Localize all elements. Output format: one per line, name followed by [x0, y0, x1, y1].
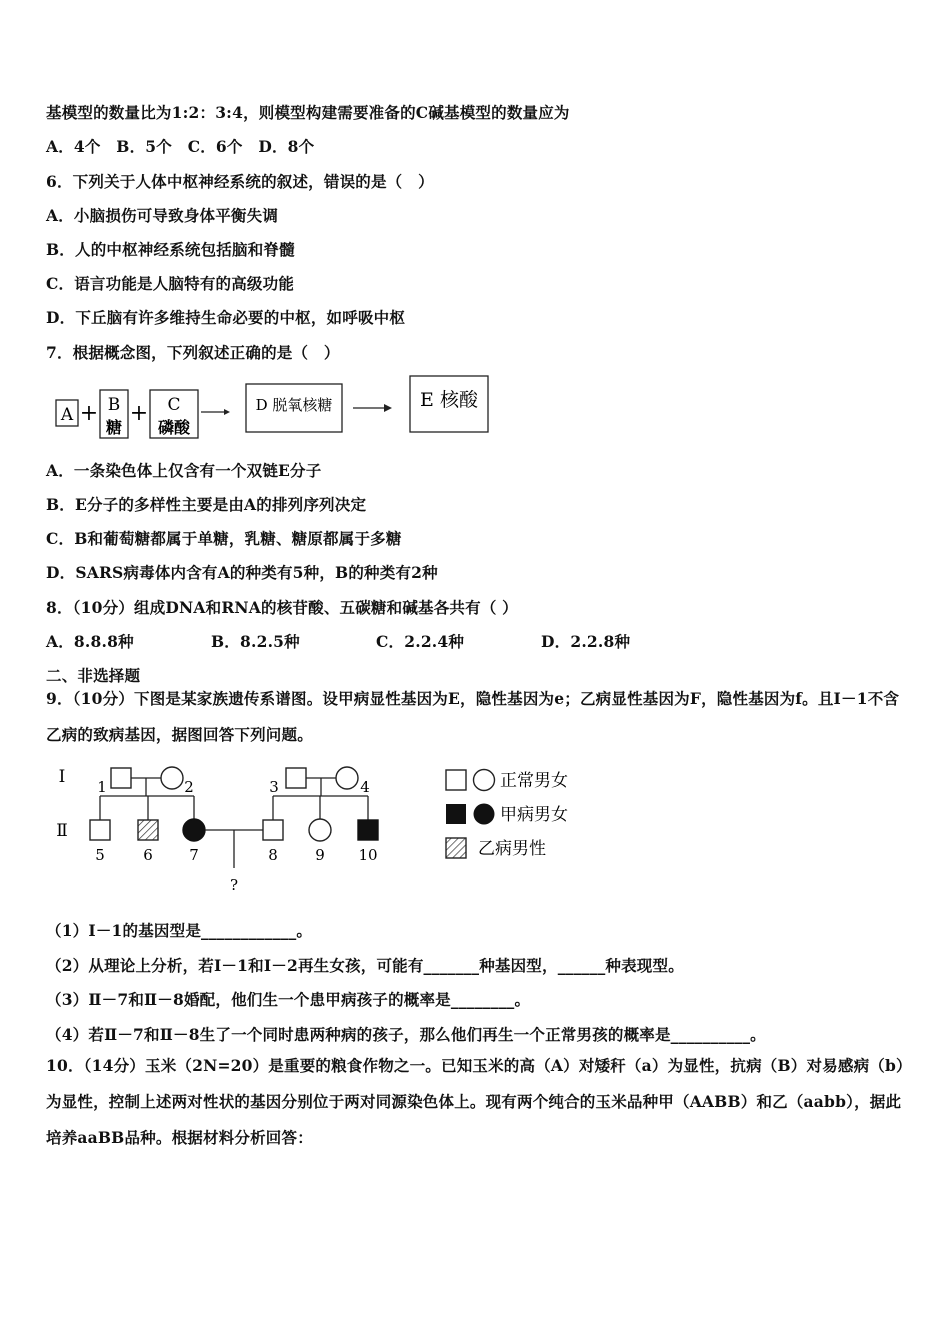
- label-5: 5: [95, 846, 105, 864]
- q6-option-a: A．小脑损伤可导致身体平衡失调: [46, 206, 279, 225]
- individual-7: [183, 819, 205, 841]
- q9-sub-2: （2）从理论上分析，若Ⅰ－1和Ⅰ－2再生女孩，可能有_______种基因型，______种表现型。: [46, 956, 684, 975]
- label-6: 6: [143, 846, 153, 864]
- label-4: 4: [360, 778, 370, 796]
- label-8: 8: [268, 846, 278, 864]
- legend-jia-female: [474, 804, 495, 825]
- q6-option-d: D．下丘脑有许多维持生命必要的中枢，如呼吸中枢: [46, 308, 406, 327]
- pedigree-chart: [50, 758, 590, 898]
- gen-1-label: Ⅰ: [58, 767, 66, 787]
- legend-normal-female: [474, 770, 495, 791]
- individual-10: [358, 820, 378, 840]
- label-3: 3: [269, 778, 279, 796]
- q9-sub-3: （3）Ⅱ－7和Ⅱ－8婚配，他们生一个患甲病孩子的概率是________。: [46, 990, 531, 1009]
- q8-option-b: B．8.2.5种: [211, 632, 300, 651]
- label-9: 9: [315, 846, 325, 864]
- q8-option-c: C．2.2.4种: [376, 632, 465, 651]
- individual-4: [336, 767, 358, 789]
- box-a-label: A: [60, 405, 74, 425]
- arrow-1-head: [224, 409, 230, 415]
- q5-options: A．4个 B．5个 C．6个 D．8个: [46, 137, 315, 156]
- legend-jia-male: [446, 804, 466, 824]
- q7-option-c: C．B和葡萄糖都属于单糖，乳糖、糖原都属于多糖: [46, 529, 402, 548]
- unknown-child: ?: [229, 876, 239, 894]
- q6-stem: 6．下列关于人体中枢神经系统的叙述，错误的是（ ）: [46, 172, 434, 191]
- individual-9: [309, 819, 331, 841]
- legend-yi-male: [446, 838, 466, 858]
- individual-1: [111, 768, 131, 788]
- q8-option-d: D．2.2.8种: [541, 632, 631, 651]
- q7-option-b: B．E分子的多样性主要是由A的排列序列决定: [46, 495, 367, 514]
- q8-options: [46, 630, 630, 652]
- q9-sub-4: （4）若Ⅱ－7和Ⅱ－8生了一个同时患两种病的孩子，那么他们再生一个正常男孩的概率是__________。: [46, 1025, 766, 1044]
- box-b-bottom: 糖: [105, 418, 123, 437]
- box-d-label: D 脱氧核糖: [255, 396, 333, 414]
- section-heading: 二、非选择题: [46, 666, 141, 685]
- q8-stem: 8．（10分）组成DNA和RNA的核苷酸、五碳糖和碱基各共有（ ）: [46, 598, 518, 617]
- gen-2-label: Ⅱ: [56, 821, 68, 841]
- q7-stem: 7．根据概念图，下列叙述正确的是（ ）: [46, 343, 340, 362]
- plus-2: +: [129, 401, 149, 426]
- q8-option-a: A．8.8.8种: [46, 632, 134, 651]
- individual-5: [90, 820, 110, 840]
- q7-option-d: D．SARS病毒体内含有A的种类有5种，B的种类有2种: [46, 563, 438, 582]
- q6-option-b: B．人的中枢神经系统包括脑和脊髓: [46, 240, 295, 259]
- legend-yi-label: 乙病男性: [478, 839, 546, 859]
- arrow-2-head: [384, 404, 392, 412]
- q7-option-a: A．一条染色体上仅含有一个双链E分子: [46, 461, 322, 480]
- box-b-top: B: [107, 395, 121, 415]
- intro-line: 基模型的数量比为1:2：3:4，则模型构建需要准备的C碱基模型的数量应为: [46, 103, 570, 122]
- legend-jia-label: 甲病男女: [500, 805, 568, 825]
- legend-normal-male: [446, 770, 466, 790]
- q6-option-c: C．语言功能是人脑特有的高级功能: [46, 274, 295, 293]
- plus-1: +: [79, 401, 99, 426]
- legend-normal-label: 正常男女: [500, 771, 568, 791]
- individual-3: [286, 768, 306, 788]
- concept-diagram: [50, 372, 500, 444]
- individual-8: [263, 820, 283, 840]
- individual-2: [161, 767, 183, 789]
- individual-6: [138, 820, 158, 840]
- label-7: 7: [189, 846, 199, 864]
- q9-sub-1: （1）Ⅰ－1的基因型是____________。: [46, 921, 313, 940]
- q10-stem: 10．（14分）玉米（2N=20）是重要的粮食作物之一。已知玉米的高（A）对矮秆（a）为显性，抗病（B）对易感病（b）为显性，控制上述两对性状的基因分别位于两对同源染色体上。现有两个纯合的玉米品种甲（AABB）和乙（aabb），据此培养aaBB品种。根据材料分析回答：: [46, 1056, 904, 1147]
- box-c-bottom: 磷酸: [157, 418, 191, 437]
- label-2: 2: [184, 778, 194, 796]
- label-1: 1: [97, 778, 107, 796]
- box-c-top: C: [167, 395, 181, 415]
- box-e-label: E 核酸: [420, 389, 478, 411]
- q9-stem: 9．（10分）下图是某家族遗传系谱图。设甲病显性基因为E，隐性基因为e；乙病显性基因为F，隐性基因为f。且Ⅰ－1不含乙病的致病基因，据图回答下列问题。: [46, 689, 900, 744]
- label-10: 10: [358, 846, 378, 864]
